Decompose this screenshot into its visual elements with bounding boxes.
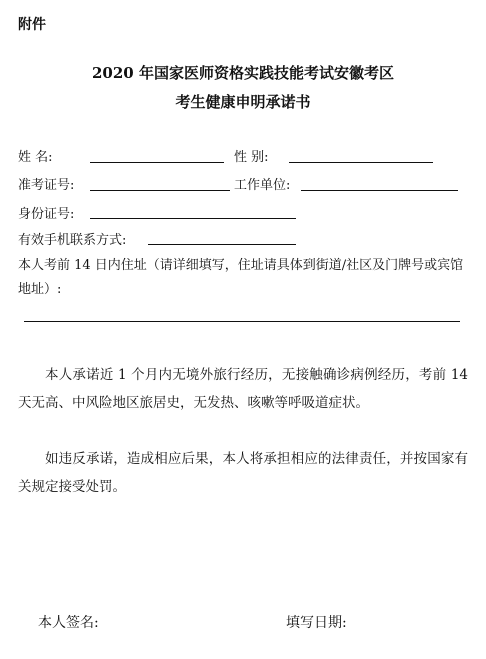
work-unit-label: 工作单位: (234, 178, 291, 193)
phone-label: 有效手机联系方式: (18, 233, 127, 248)
attachment-label: 附件 (18, 17, 46, 33)
document-title: 2020 年国家医师资格实践技能考试安徽考区 (92, 64, 394, 82)
date-label: 填写日期: (286, 615, 347, 631)
name-label: 姓 名: (18, 150, 53, 165)
address-label: 本人考前 14 日内住址（请详细填写，住址请具体到街道/社区及门牌号或宾馆地址）: (18, 258, 464, 297)
pledge-paragraph-2: 如违反承诺，造成相应后果，本人将承担相应的法律责任，并按国家有关规定接受处罚。 (18, 451, 468, 495)
signature-label: 本人签名: (38, 615, 99, 631)
gender-field[interactable] (289, 162, 433, 163)
pledge-paragraph-1: 本人承诺近 1 个月内无境外旅行经历，无接触确诊病例经历，考前 14 天无高、中风险地区旅居史，无发热、咳嗽等呼吸道症状。 (18, 367, 468, 411)
gender-label: 性 别: (234, 150, 269, 165)
work-unit-field[interactable] (301, 190, 458, 191)
exam-id-field[interactable] (90, 190, 230, 191)
address-field[interactable] (24, 321, 460, 322)
id-card-field[interactable] (90, 218, 296, 219)
phone-field[interactable] (148, 244, 296, 245)
exam-id-label: 准考证号: (18, 178, 75, 193)
document-subtitle: 考生健康申明承诺书 (175, 93, 311, 111)
name-field[interactable] (90, 162, 224, 163)
id-card-label: 身份证号: (18, 207, 75, 222)
